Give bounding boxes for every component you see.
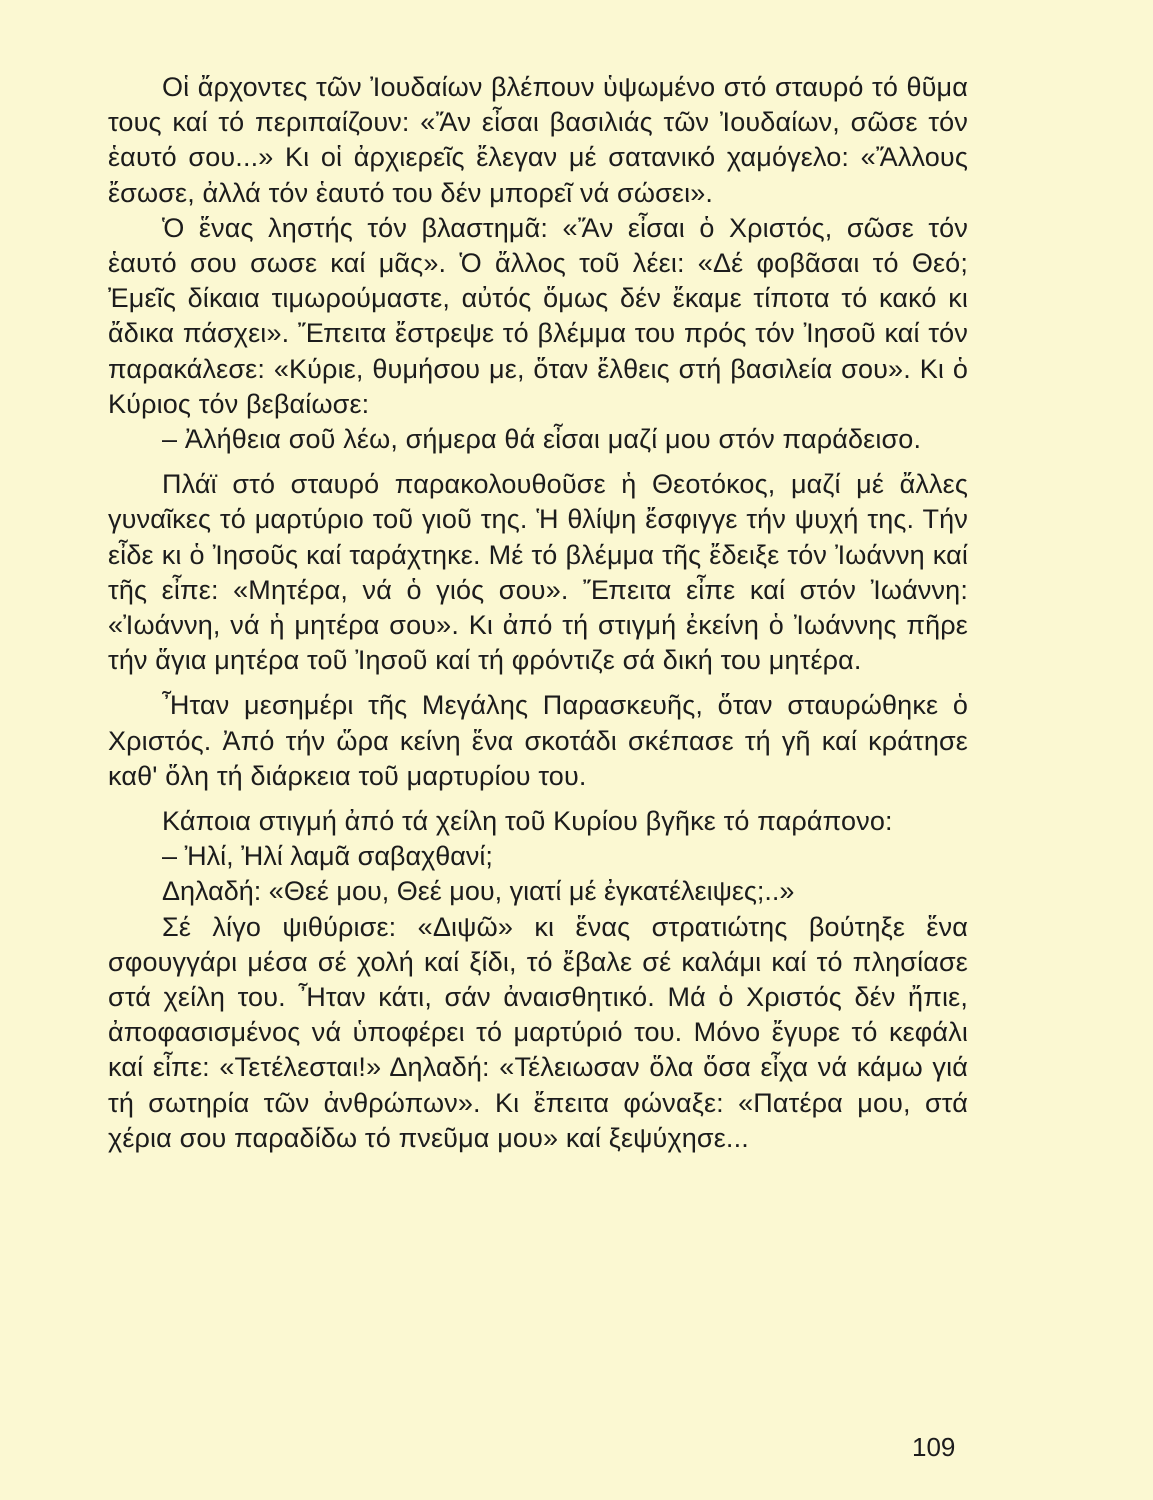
line-meaning: Δηλαδή: «Θεέ μου, Θεέ μου, γιατί μέ ἐγκατέλειψες;..»: [162, 876, 795, 907]
page-body: [108, 70, 968, 1470]
paragraph-death: Σέ λίγο ψιθύρισε: «Διψῶ» κι ἕνας στρατιώτης βούτηξε ἕνα σφουγγάρι μέσα σέ χολή καί ξίδι, τό ἔβαλε σέ καλάμι καί τό πλησίασε στά χείλη του. Ἦταν κάτι, σάν ἀναισθητικό. Μά ὁ Χριστός δέν ἤπιε, ἀποφασισμένος νά ὑποφέρει τό μαρτύριό του. Μόνο ἔγυρε τό κεφάλι καί εἶπε: «Τετέλεσται!» Δηλαδή: «Τέλειωσαν ὅλα ὅσα εἶχα νά κάμω γιά τή σωτηρία τῶν ἀνθρώπων». Κι ἔπειτα φώναξε: «Πατέρα μου, στά χέρια σου παραδίδω τό πνεῦμα μου» καί ξεψύχησε...: [108, 911, 968, 1153]
paragraph-lament-intro: Κάποια στιγμή ἀπό τά χείλη τοῦ Κυρίου βγῆκε τό παράπονο:: [162, 806, 893, 837]
paragraph-rulers-mock: Οἱ ἄρχοντες τῶν Ἰουδαίων βλέπουν ὑψωμένο στό σταυρό τό θῦμα τους καί τό περιπαίζουν: «Ἄν εἶσαι βασιλιάς τῶν Ἰουδαίων, σῶσε τόν ἑαυτό σου...» Κι οἱ ἀρχιερεῖς ἔλεγαν μέ σατανικό χαμόγελο: «Ἄλλους ἔσωσε, ἀλλά τόν ἑαυτό του δέν μπορεῖ νά σώσει».: [108, 72, 968, 208]
line-eli-eli: – Ἠλί, Ἠλί λαμᾶ σαβαχθανί;: [162, 841, 493, 872]
page-number: 109: [912, 1432, 956, 1462]
paragraph-thieves: Ὁ ἕνας ληστής τόν βλαστημᾶ: «Ἄν εἶσαι ὁ Χριστός, σῶσε τόν ἑαυτό σου σωσε καί μᾶς». Ὁ ἄλλος τοῦ λέει: «Δέ φοβᾶσαι τό Θεό; Ἐμεῖς δίκαια τιμωρούμαστε, αὐτός ὅμως δέν ἔκαμε τίποτα τό κακό κι ἄδικα πάσχει». Ἔπειτα ἔστρεψε τό βλέμμα του πρός τόν Ἰησοῦ καί τόν παρακάλεσε: «Κύριε, θυμήσου με, ὅταν ἔλθεις στή βασιλεία σου». Κι ὁ Κύριος τόν βεβαίωσε:: [108, 212, 968, 419]
paragraph-paradise-reply: – Ἀλήθεια σοῦ λέω, σήμερα θά εἶσαι μαζί μου στόν παράδεισο.: [162, 424, 922, 455]
paragraph-darkness: Ἦταν μεσημέρι τῆς Μεγάλης Παρασκευῆς, ὅταν σταυρώθηκε ὁ Χριστός. Ἀπό τήν ὥρα κείνη ἕνα σκοτάδι σκέπασε τή γῆ καί κράτησε καθ' ὅλη τή διάρκεια τοῦ μαρτυρίου του.: [108, 690, 968, 791]
paragraph-theotokos: Πλάϊ στό σταυρό παρακολουθοῦσε ἡ Θεοτόκος, μαζί μέ ἄλλες γυναῖκες τό μαρτύριο τοῦ γιοῦ της. Ἡ θλίψη ἔσφιγγε τήν ψυχή της. Τήν εἶδε κι ὁ Ἰησοῦς καί ταράχτηκε. Μέ τό βλέμμα τῆς ἔδειξε τόν Ἰωάννη καί τῆς εἶπε: «Μητέρα, νά ὁ γιός σου». Ἔπειτα εἶπε καί στόν Ἰωάννη: «Ἰωάννη, νά ἡ μητέρα σου». Κι ἀπό τή στιγμή ἐκείνη ὁ Ἰωάννης πῆρε τήν ἅγια μητέρα τοῦ Ἰησοῦ καί τή φρόντιζε σά δική του μητέρα.: [108, 469, 968, 676]
